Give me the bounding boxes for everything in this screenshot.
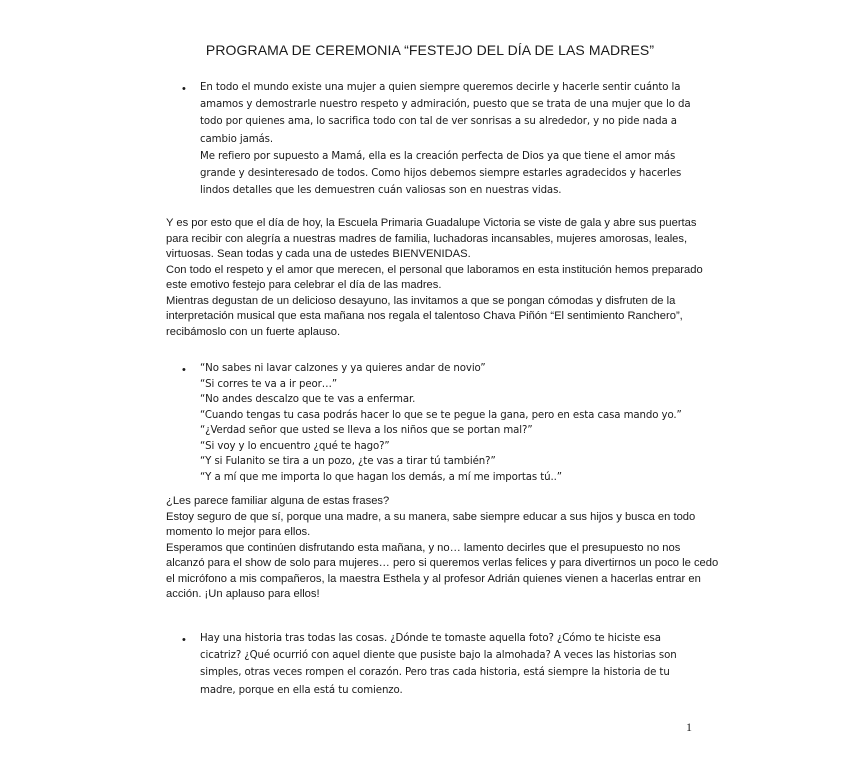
paragraph-2	[166, 494, 718, 603]
text-line: Con todo el respeto y el amor que merecen, el personal que laboramos en esta institución hemos preparado	[166, 263, 703, 276]
bullet-3: •	[182, 634, 186, 646]
text-line: momento lo mejor para ellos.	[166, 526, 311, 538]
section-3-text	[200, 630, 677, 699]
text-line: lindos detalles que les demuestren cuán valiosas son en nuestras vidas.	[200, 185, 562, 197]
text-line: recibámoslo con un fuerte aplauso.	[166, 325, 341, 338]
quote-line: “Y si Fulanito se tira a un pozo, ¿te vas a tirar tú también?”	[200, 456, 496, 467]
text-line: simples, otras veces rompen el corazón. Pero tras cada historia, está siempre la historia de tu	[200, 667, 670, 679]
bullet-2: •	[182, 364, 186, 376]
quote-line: “Si corres te va a ir peor…”	[200, 378, 338, 390]
text-line: acción. ¡Un aplauso para ellos!	[166, 588, 320, 600]
section-1-text	[200, 79, 690, 199]
text-line: para recibir con alegría a nuestras madres de familia, luchadoras incansables, mujeres amorosas, leales,	[166, 232, 688, 245]
quote-line: “Si voy y lo encuentro ¿qué te hago?”	[200, 440, 390, 452]
text-line: este emotivo festejo para celebrar el día de las madres.	[166, 279, 442, 291]
text-line: Mientras degustan de un delicioso desayuno, las invitamos a que se pongan cómodas y disfruten de la	[166, 294, 676, 307]
section-2-quotes	[200, 361, 682, 485]
text-line: cambio jamás.	[200, 133, 274, 145]
document-title: PROGRAMA DE CEREMONIA “FESTEJO DEL DÍA DE LAS MADRES”	[205, 42, 655, 58]
quote-line: “No andes descalzo que te vas a enfermar.	[200, 394, 416, 405]
text-line: ¿Les parece familiar alguna de estas frases?	[166, 495, 390, 507]
text-line: amamos y demostrarle nuestro respeto y admiración, puesto que se trata de una mujer que lo da	[200, 99, 691, 111]
text-line: virtuosas. Sean todas y cada una de ustedes BIENVENIDAS.	[166, 248, 471, 260]
text-line: Estoy seguro de que sí, porque una madre, a su manera, sabe siempre educar a sus hijos y busca en todo	[166, 510, 696, 523]
page-number: 1	[686, 720, 692, 734]
text-line: Me refiero por supuesto a Mamá, ella es la creación perfecta de Dios ya que tiene el amor más	[200, 150, 676, 162]
text-line: todo por quienes ama, lo sacrifica todo con tal de ver sonrisas a su alrededor, y no pide nada a	[200, 116, 677, 128]
text-line: alcanzó para el show de solo para mujeres… pero si queremos verlas felices y para divertirnos un poco le cedo	[166, 557, 719, 569]
text-line: Hay una historia tras todas las cosas. ¿Dónde te tomaste aquella foto? ¿Cómo te hiciste esa	[200, 633, 661, 644]
text-line: Esperamos que continúen disfrutando esta mañana, y no… lamento decirles que el presupuesto no nos	[166, 541, 681, 554]
text-line: el micrófono a mis compañeros, la maestra Esthela y al profesor Adrián quienes vienen a hacerlas entrar en	[166, 572, 701, 585]
text-line: grande y desinteresado de todos. Como hijos debemos siempre estarles agradecidos y hacerles	[200, 167, 682, 179]
text-line: madre, porque en ella está tu comienzo.	[200, 684, 403, 696]
text-line: interpretación musical que esta mañana nos regala el talentoso Chava Piñón “El sentimiento Ranchero”,	[166, 310, 683, 322]
text-line: En todo el mundo existe una mujer a quien siempre queremos decirle y hacerle sentir cuánto la	[200, 82, 681, 93]
quote-line: “¿Verdad señor que usted se lleva a los niños que se portan mal?”	[200, 425, 533, 436]
quote-line: “No sabes ni lavar calzones y ya quieres andar de novio”	[200, 363, 486, 374]
text-line: Y es por esto que el día de hoy, la Escuela Primaria Guadalupe Victoria se viste de gala y abre sus puertas	[166, 217, 697, 229]
quote-line: “Y a mí que me importa lo que hagan los demás, a mí me importas tú..”	[200, 471, 562, 483]
text-line: cicatriz? ¿Qué ocurrió con aquel diente que pusiste bajo la almohada? A veces las historias son	[200, 650, 677, 662]
paragraph-1	[166, 216, 703, 340]
quote-line: “Cuando tengas tu casa podrás hacer lo que se te pegue la gana, pero en esta casa mando yo.”	[200, 409, 682, 421]
bullet-1: •	[182, 83, 186, 95]
